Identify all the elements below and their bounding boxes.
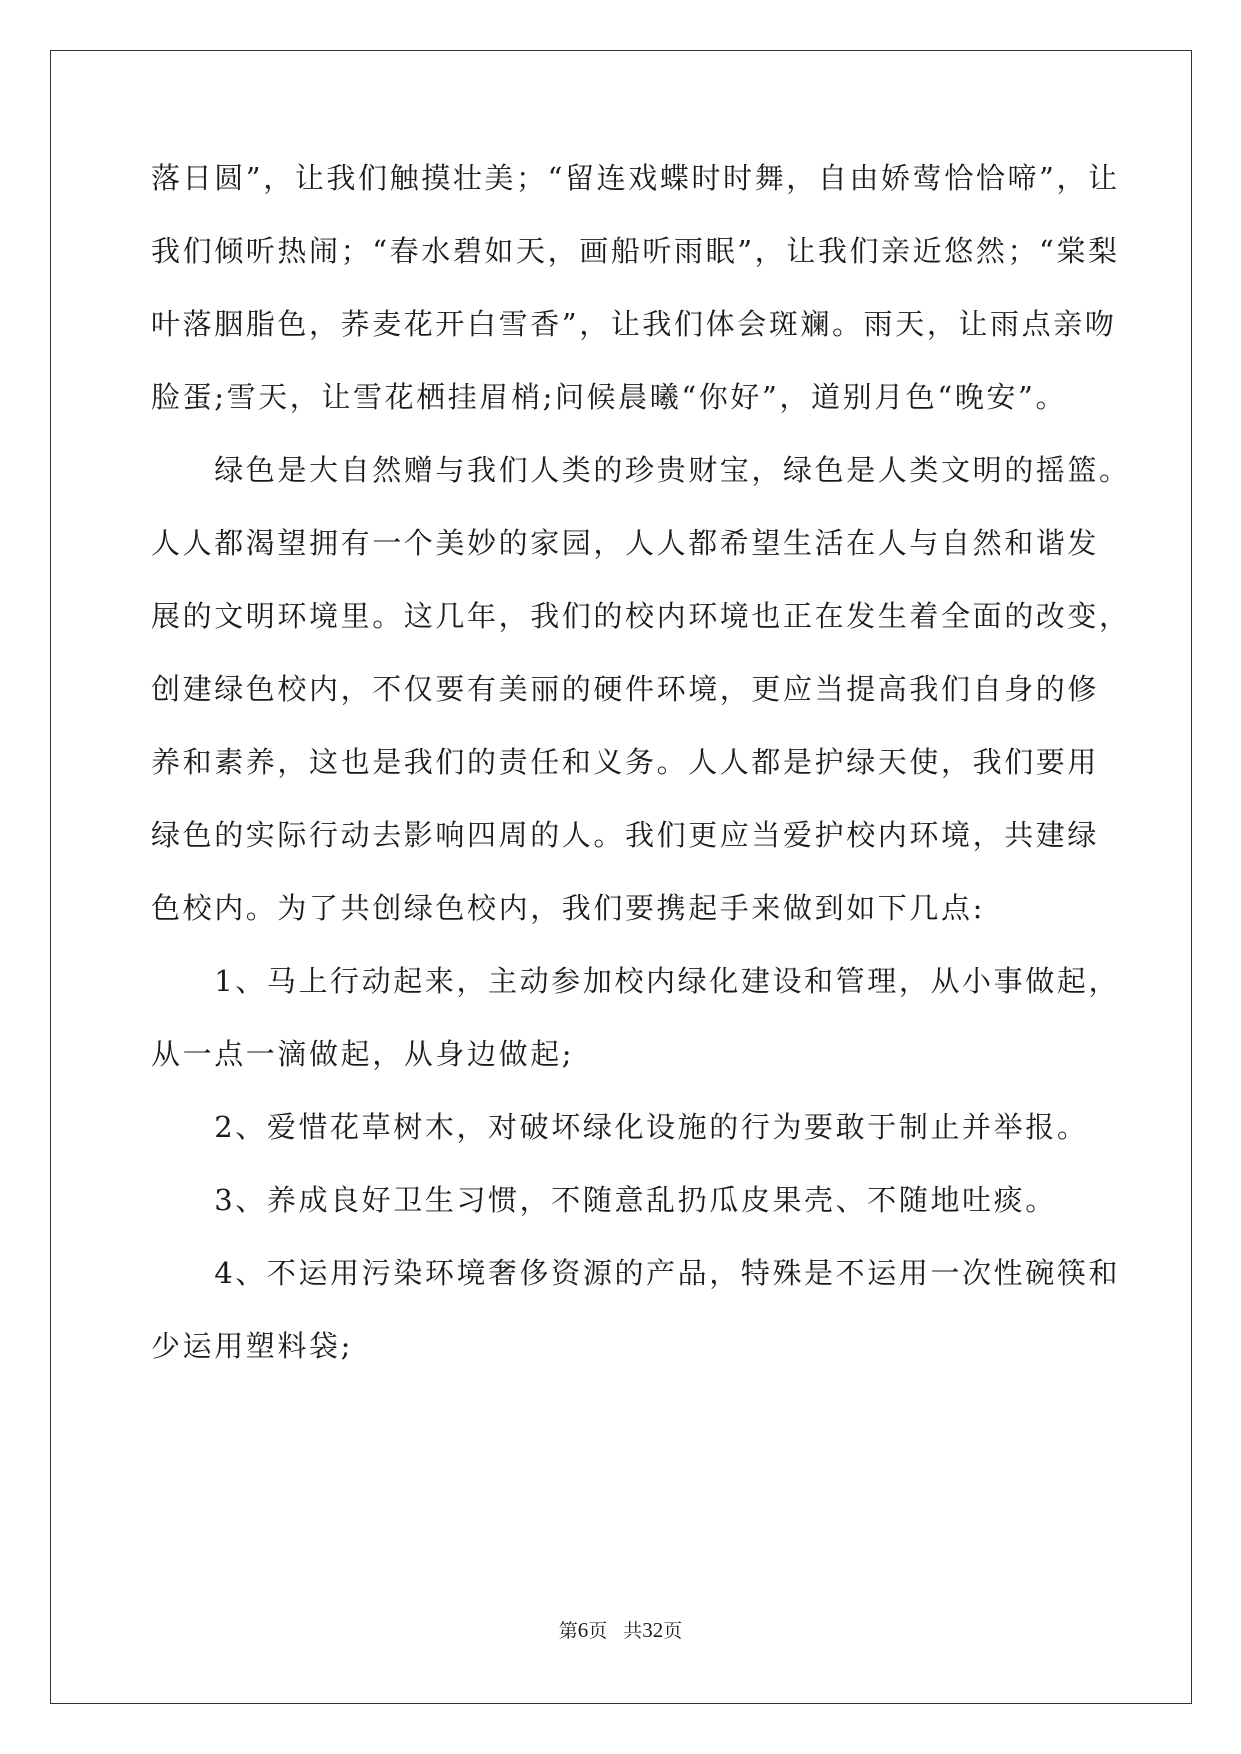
page-footer: [0, 1618, 1241, 1643]
text-line: 创建绿色校内，不仅要有美丽的硬件环境，更应当提高我们自身的修: [151, 672, 1100, 706]
text-line: 养和素养，这也是我们的责任和义务。人人都是护绿天使，我们要用: [151, 745, 1100, 779]
total-prefix: 共: [623, 1620, 643, 1642]
total-pages: 32: [642, 1618, 664, 1642]
text-line: 展的文明环境里。这几年，我们的校内环境也正在发生着全面的改变，: [151, 599, 1131, 633]
text-line: 我们倾听热闹；“春水碧如天，画船听雨眠”，让我们亲近悠然；“棠梨: [151, 234, 1120, 268]
page-prefix: 第: [558, 1620, 578, 1642]
page-number: 6: [577, 1618, 589, 1642]
text-line: 人人都渴望拥有一个美妙的家园，人人都希望生活在人与自然和谐发: [151, 526, 1100, 560]
text-line: 脸蛋;雪天，让雪花栖挂眉梢;问候晨曦“你好”，道别月色“晚安”。: [151, 380, 1068, 414]
text-line: 绿色的实际行动去影响四周的人。我们更应当爱护校内环境，共建绿: [151, 818, 1100, 852]
page-suffix: 页: [588, 1620, 608, 1642]
total-suffix: 页: [663, 1620, 683, 1642]
text-line: 绿色是大自然赠与我们人类的珍贵财宝，绿色是人类文明的摇篮。: [151, 453, 1131, 487]
text-line: 4、不运用污染环境奢侈资源的产品，特殊是不运用一次性碗筷和: [151, 1256, 1121, 1290]
text-line: 少运用塑料袋;: [151, 1329, 353, 1363]
page-border: [50, 50, 1192, 1704]
text-line: 叶落胭脂色，荞麦花开白雪香”，让我们体会斑斓。雨天，让雨点亲吻: [151, 307, 1117, 341]
text-line: 3、养成良好卫生习惯，不随意乱扔瓜皮果壳、不随地吐痰。: [151, 1183, 1057, 1217]
text-line: 从一点一滴做起，从身边做起;: [151, 1037, 575, 1071]
text-line: 1、马上行动起来，主动参加校内绿化建设和管理，从小事做起，: [151, 964, 1121, 998]
text-line: 色校内。为了共创绿色校内，我们要携起手来做到如下几点:: [151, 891, 985, 925]
text-line: 2、爱惜花草树木，对破坏绿化设施的行为要敢于制止并举报。: [151, 1110, 1089, 1144]
text-line: 落日圆”，让我们触摸壮美；“留连戏蝶时时舞，自由娇莺恰恰啼”，让: [151, 161, 1120, 195]
